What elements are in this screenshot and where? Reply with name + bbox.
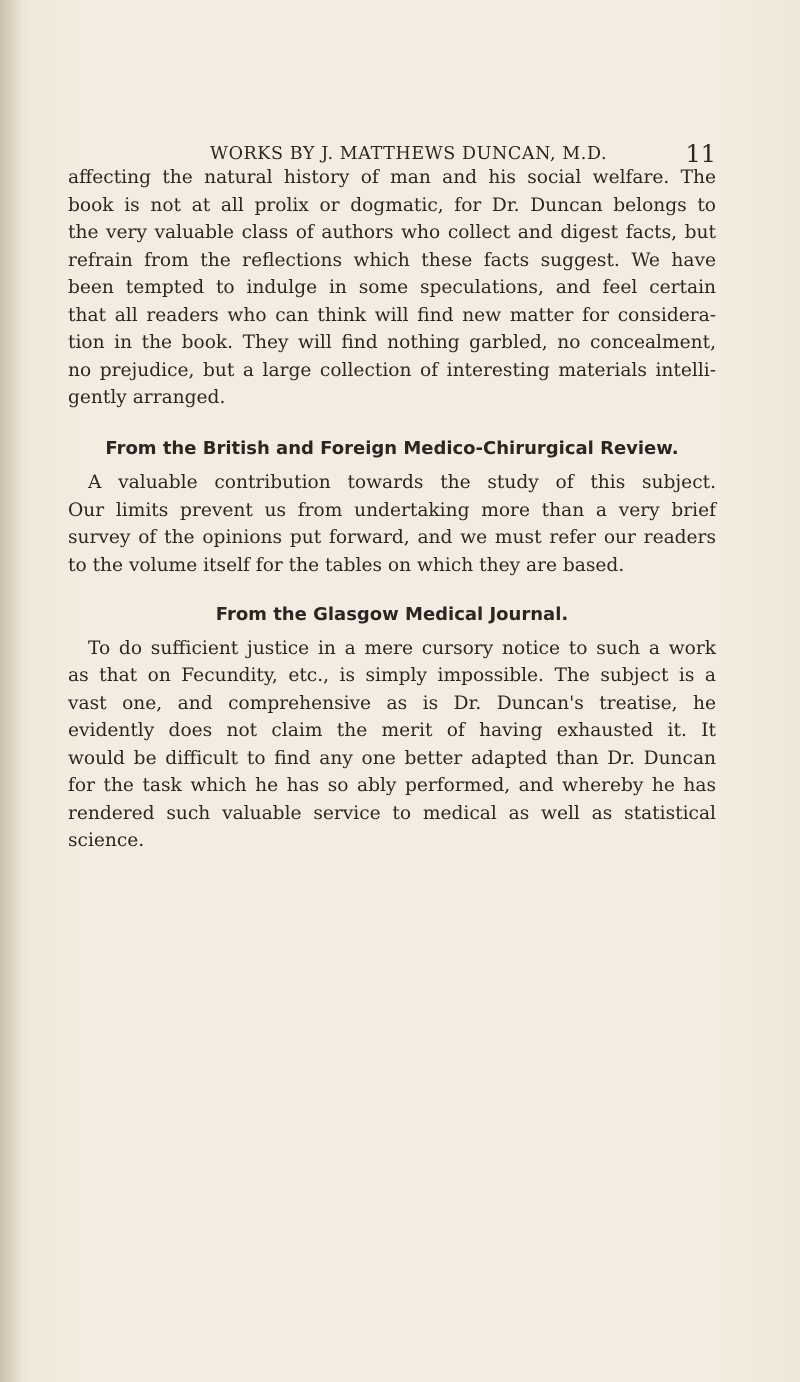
text-line: science.: [68, 830, 145, 851]
running-title: WORKS BY J. MATTHEWS DUNCAN, M.D.: [210, 144, 608, 164]
review-paragraph-1: [68, 164, 716, 412]
text-line: the very valuable class of authors who collect and digest facts, but: [68, 222, 716, 243]
section-heading-british-foreign: From the British and Foreign Medico-Chirurgical Review.: [105, 437, 679, 459]
text-line: rendered such valuable service to medical as well as statistical: [68, 802, 716, 824]
section-heading-glasgow: From the Glasgow Medical Journal.: [215, 604, 569, 625]
binding-shadow: [0, 0, 22, 1382]
page-number: 11: [685, 140, 716, 168]
text-line: would be difficult to find any one better adapted than Dr. Duncan: [68, 747, 716, 769]
text-line: no prejudice, but a large collection of interesting materials intelli-: [68, 359, 716, 381]
text-line: gently arranged.: [68, 387, 226, 408]
text-line: been tempted to indulge in some speculations, and feel certain: [68, 277, 716, 298]
text-line: affecting the natural history of man and his social welfare. The: [68, 167, 716, 188]
review-paragraph-glasgow: [68, 635, 716, 855]
text-line: tion in the book. They will find nothing garbled, no concealment,: [68, 332, 716, 353]
text-line: book is not at all prolix or dogmatic, for Dr. Duncan belongs to: [68, 194, 716, 216]
text-line: A valuable contribution towards the study of this subject.: [88, 472, 716, 493]
text-line: that all readers who can think will find new matter for considera-: [68, 304, 716, 326]
text-line: Our limits prevent us from undertaking more than a very brief: [68, 499, 716, 521]
text-line: evidently does not claim the merit of having exhausted it. It: [68, 720, 716, 741]
review-paragraph-british-foreign: [68, 469, 716, 579]
text-line: refrain from the reflections which these facts suggest. We have: [68, 249, 716, 271]
text-line: as that on Fecundity, etc., is simply impossible. The subject is a: [68, 665, 716, 686]
text-line: To do sufficient justice in a mere cursory notice to such a work: [88, 637, 716, 659]
text-line: for the task which he has so ably performed, and whereby he has: [68, 775, 716, 796]
text-block: [68, 164, 716, 855]
text-line: to the volume itself for the tables on which they are based.: [68, 554, 625, 576]
text-line: vast one, and comprehensive as is Dr. Duncan's treatise, he: [68, 692, 716, 714]
text-line: survey of the opinions put forward, and we must refer our readers: [68, 527, 716, 548]
